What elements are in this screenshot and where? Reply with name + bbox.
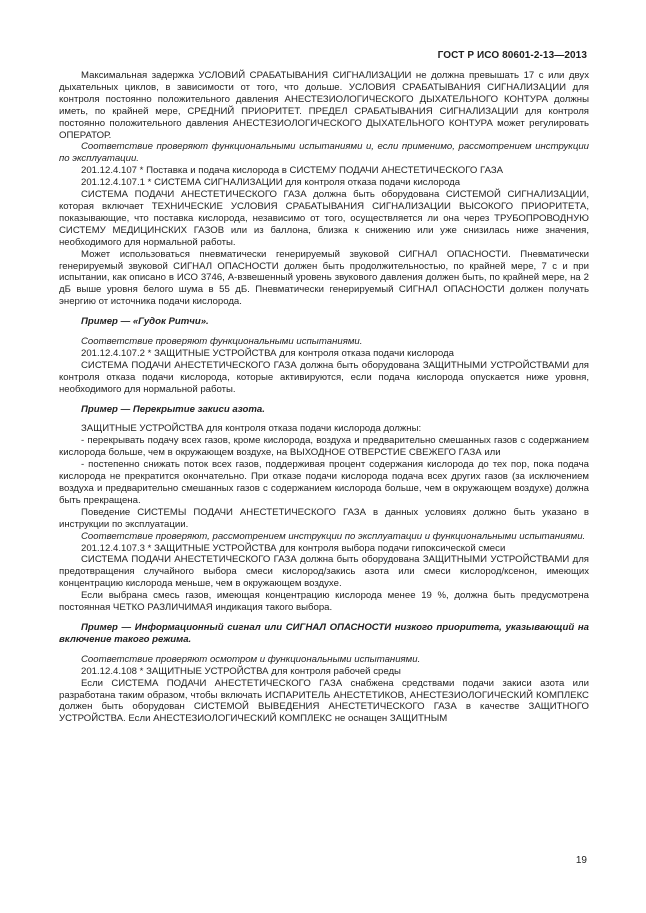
list-item: - перекрывать подачу всех газов, кроме кислорода, воздуха и предварительно смешанных газов с содержанием кислорода больше, чем в окружающем воздухе, на ВЫХОДНОЕ ОТВЕРСТИЕ СВЕЖЕГО ГАЗА или (59, 435, 589, 459)
standard-header: ГОСТ Р ИСО 80601-2-13—2013 (437, 50, 587, 61)
paragraph-protective-devices: СИСТЕМА ПОДАЧИ АНЕСТЕТИЧЕСКОГО ГАЗА должна быть оборудована ЗАЩИТНЫМИ УСТРОЙСТВАМИ для контроля отказа подачи кислорода, которые активируются, если подача кислорода опускается ниже уровня, необходимого для нормальной работы. (59, 359, 589, 395)
example-note: Пример — Перекрытие закиси азота. (81, 403, 265, 415)
clause-heading: 201.12.4.108 * ЗАЩИТНЫЕ УСТРОЙСТВА для контроля рабочей среды (81, 665, 401, 677)
paragraph-indication: Если выбрана смесь газов, имеющая концентрацию кислорода менее 19 %, должна быть предусмотрена постоянная ЧЕТКО РАЗЛИЧИМАЯ индикация такого выбора. (59, 590, 589, 614)
clause-heading: 201.12.4.107 * Поставка и подача кислорода в СИСТЕМУ ПОДАЧИ АНЕСТЕТИЧЕСКОГО ГАЗА (81, 165, 504, 177)
list-item: - постепенно снижать поток всех газов, поддерживая процент содержания кислорода до тех пор, пока подача кислорода не прекратится окончательно. При отказе подачи кислорода подача всех других газов (за исключением воздуха и предварительно смешанных газов с содержанием кислорода больше, чем в окружающем воздухе) должна быть прекращена. (59, 459, 589, 506)
paragraph-oxygen-alarm: СИСТЕМА ПОДАЧИ АНЕСТЕТИЧЕСКОГО ГАЗА должна быть оборудована СИСТЕМОЙ СИГНАЛИЗАЦИИ, которая включает ТЕХНИЧЕСКИЕ УСЛОВИЯ СРАБАТЫВАНИЯ СИГНАЛИЗАЦИИ ВЫСОКОГО ПРИОРИТЕТА, показывающие, что поставка кислорода, независимо от того, осуществляется ли она через ТРУБОПРОВОДНУЮ СИСТЕМУ МЕДИЦИНСКИХ ГАЗОВ или из баллона, близка к снижению или уже снизилась ниже значения, необходимого для нормальной работы. (59, 189, 589, 248)
example-note: Пример — «Гудок Ритчи». (81, 316, 209, 328)
compliance-note: Соответствие проверяют функциональными испытаниями и, если применимо, рассмотрением инструкции по эксплуатации. (59, 141, 589, 165)
compliance-note: Соответствие проверяют, рассмотрением инструкции по эксплуатации и функциональными испытаниями. (81, 530, 586, 542)
paragraph-pneumatic-signal: Может использоваться пневматически генерируемый звуковой СИГНАЛ ОПАСНОСТИ. Пневматически генерируемый звуковой СИГНАЛ ОПАСНОСТИ должен быть продолжительностью, по крайней мере, 7 с и при испытании, как описано в ИСО 3746, А-взвешенный уровень звукового давления должен быть, по крайней мере, на 2 дБ выше уровня белого шума в 55 дБ. Пневматически генерируемый СИГНАЛ ОПАСНОСТИ должен получать энергию от источника подачи кислорода. (59, 248, 589, 308)
paragraph-hypoxic-mixture: СИСТЕМА ПОДАЧИ АНЕСТЕТИЧЕСКОГО ГАЗА должна быть оборудована ЗАЩИТНЫМИ УСТРОЙСТВАМИ для предотвращения случайного выбора смеси кислород/закись азота или смеси кислород/ксенон, имеющих концентрацию кислорода меньше, чем в окружающем воздухе. (59, 554, 589, 590)
page-number: 19 (575, 855, 587, 866)
compliance-note: Соответствие проверяют осмотром и функциональными испытаниями. (81, 653, 421, 665)
paragraph-behaviour: Поведение СИСТЕМЫ ПОДАЧИ АНЕСТЕТИЧЕСКОГО ГАЗА в данных условиях должно быть указано в инструкции по эксплуатации. (59, 506, 589, 530)
document-body (59, 70, 589, 725)
paragraph-environment: Если СИСТЕМА ПОДАЧИ АНЕСТЕТИЧЕСКОГО ГАЗА снабжена средствами подачи закиси азота или разработана таким образом, чтобы включать ИСПАРИТЕЛЬ АНЕСТЕТИКОВ, АНЕСТЕЗИОЛОГИЧЕСКИЙ КОМПЛЕКС должен быть оборудован СИСТЕМОЙ ВЫВЕДЕНИЯ АНЕСТЕТИЧЕСКОГО ГАЗА в качестве ЗАЩИТНОГО УСТРОЙСТВА. Если АНЕСТЕЗИОЛОГИЧЕСКИЙ КОМПЛЕКС не оснащен ЗАЩИТНЫМ (59, 677, 589, 725)
paragraph-alarm-delay: Максимальная задержка УСЛОВИЙ СРАБАТЫВАНИЯ СИГНАЛИЗАЦИИ не должна превышать 17 с или двух дыхательных циклов, в зависимости от того, что дольше. УСЛОВИЯ СРАБАТЫВАНИЯ СИГНАЛИЗАЦИИ для контроля постоянно положительного давления АНЕСТЕЗИОЛОГИЧЕСКОГО ДЫХАТЕЛЬНОГО КОНТУРА должны иметь, по крайней мере, СРЕДНИЙ ПРИОРИТЕТ. ПРЕДЕЛ СРАБАТЫВАНИЯ СИГНАЛИЗАЦИИ для контроля постоянно положительного давления АНЕСТЕЗИОЛОГИЧЕСКОГО ДЫХАТЕЛЬНОГО КОНТУРА может регулировать ОПЕРАТОР. (59, 70, 589, 141)
paragraph-protective-requirements: ЗАЩИТНЫЕ УСТРОЙСТВА для контроля отказа подачи кислорода должны: (81, 423, 422, 435)
example-note: Пример — Информационный сигнал или СИГНАЛ ОПАСНОСТИ низкого приоритета, указывающий на включение такого режима. (59, 621, 589, 645)
clause-heading: 201.12.4.107.3 * ЗАЩИТНЫЕ УСТРОЙСТВА для контроля выбора подачи гипоксической смеси (81, 542, 506, 554)
clause-heading: 201.12.4.107.2 * ЗАЩИТНЫЕ УСТРОЙСТВА для контроля отказа подачи кислорода (81, 347, 454, 359)
clause-heading: 201.12.4.107.1 * СИСТЕМА СИГНАЛИЗАЦИИ для контроля отказа подачи кислорода (81, 177, 461, 189)
compliance-note: Соответствие проверяют функциональными испытаниями. (81, 336, 363, 348)
